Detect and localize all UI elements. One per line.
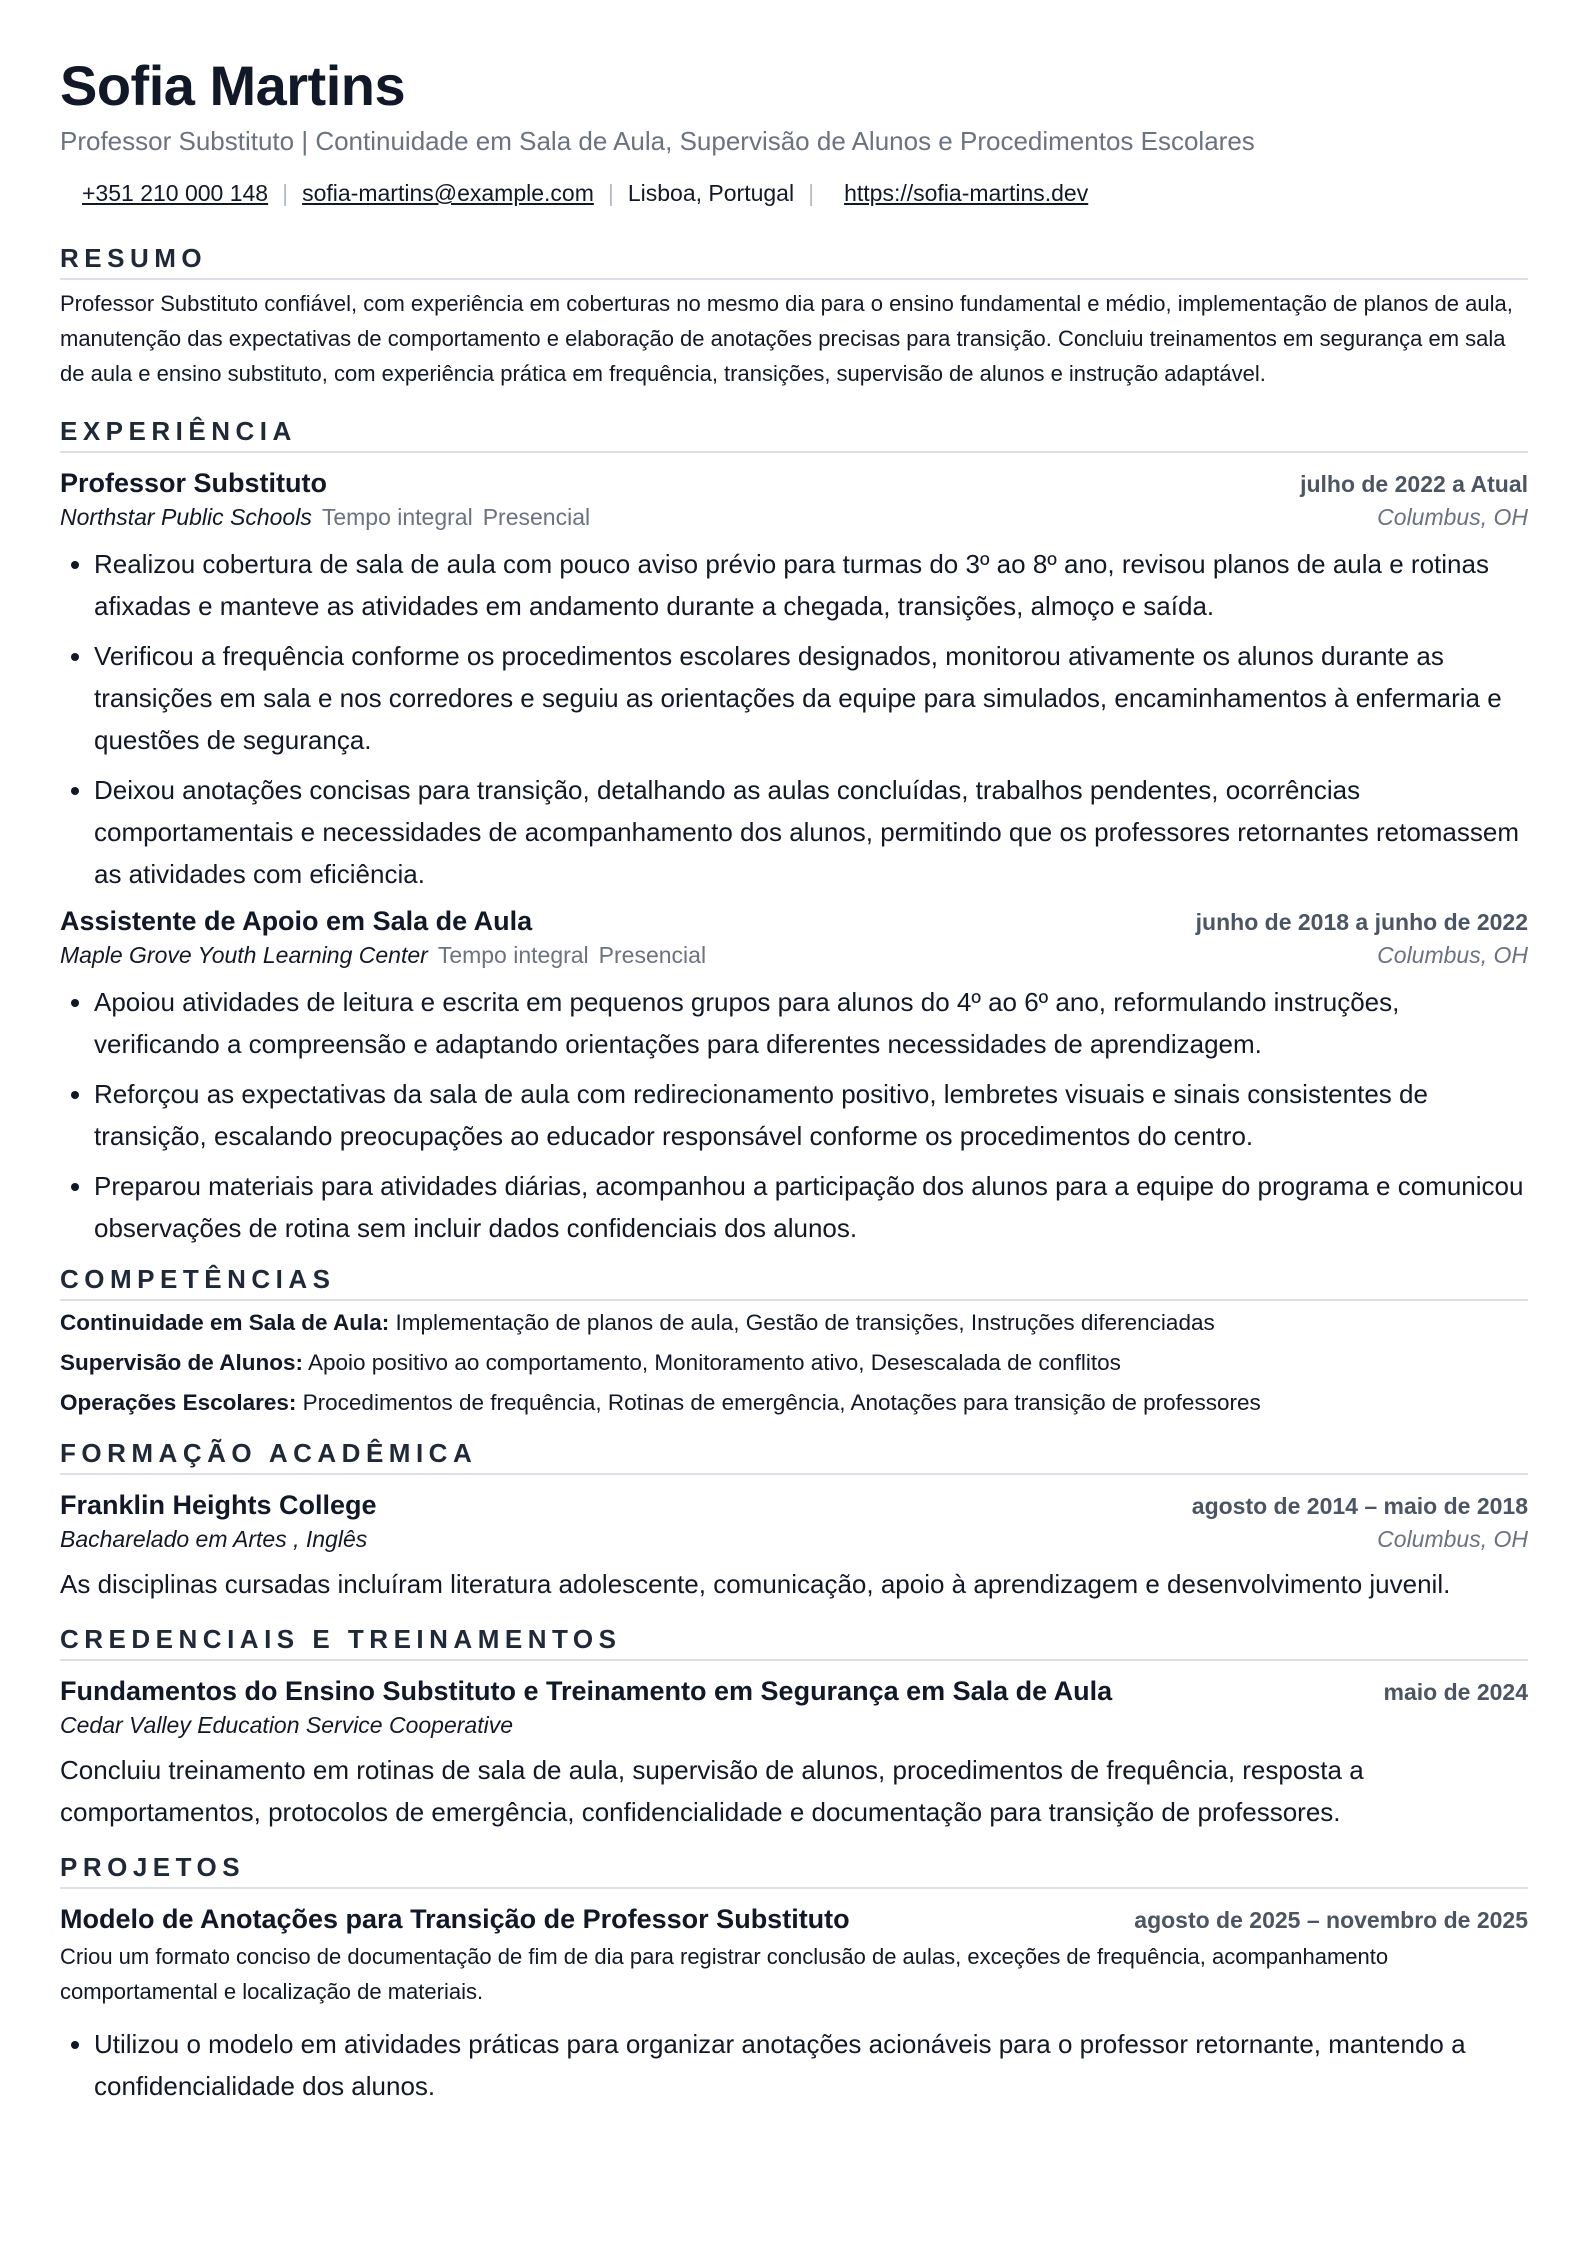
education-description: As disciplinas cursadas incluíram literatura adolescente, comunicação, apoio à aprendizagem e desenvolvimento juvenil.	[60, 1569, 1451, 1599]
job-dates: julho de 2022 a Atual	[1300, 471, 1528, 497]
contact-separator: |	[282, 180, 289, 206]
skill-group-label: Operações Escolares:	[60, 1390, 297, 1415]
email-link[interactable]: sofia-martins@example.com	[302, 180, 594, 206]
skill-group-label: Continuidade em Sala de Aula:	[60, 1310, 390, 1335]
skill-group-items: Implementação de planos de aula, Gestão de transições, Instruções diferenciadas	[395, 1310, 1215, 1335]
job-bullets	[60, 543, 1528, 895]
job-location: Columbus, OH	[1377, 942, 1528, 968]
contact-separator: |	[607, 180, 614, 206]
employer-line	[60, 939, 706, 971]
employer-line	[60, 501, 590, 533]
bullet-item: • Utilizou o modelo em atividades práticas para organizar anotações acionáveis para o professor retornante, mantendo a confidencialidade dos alunos.	[94, 2023, 1528, 2107]
job-location: Columbus, OH	[1377, 504, 1528, 530]
project-dates: agosto de 2025 – novembro de 2025	[1134, 1907, 1528, 1933]
section-title-experience: EXPERIÊNCIA	[60, 415, 1528, 453]
credential-entry	[60, 1673, 1528, 1833]
contact-bar	[60, 178, 1528, 208]
headline: Professor Substituto | Continuidade em Sala de Aula, Supervisão de Alunos e Procedimentos Escolares	[60, 126, 1255, 156]
bullet-item: • Apoiou atividades de leitura e escrita em pequenos grupos para alunos do 4º ao 6º ano, reformulando instruções, verificando a compreensão e adaptando orientações para diferentes necessidades de aprendizagem.	[94, 981, 1528, 1065]
project-description: Criou um formato conciso de documentação de fim de dia para registrar conclusão de aulas, exceções de frequência, acompanhamento comportamental e localização de materiais.	[60, 1944, 1389, 2004]
experience-entry	[60, 903, 1528, 1249]
job-dates: junho de 2018 a junho de 2022	[1195, 909, 1528, 935]
location-text: Lisboa, Portugal	[627, 180, 795, 206]
summary-section	[60, 242, 1528, 391]
skill-group	[60, 1303, 1528, 1343]
skill-group	[60, 1343, 1528, 1383]
work-mode: Presencial	[598, 942, 707, 968]
projects-section	[60, 1851, 1528, 2107]
bullet-item: • Reforçou as expectativas da sala de aula com redirecionamento positivo, lembretes visuais e sinais consistentes de transição, escalando preocupações ao educador responsável conforme os procedimentos do centro.	[94, 1073, 1528, 1157]
project-bullets	[60, 2023, 1528, 2107]
section-title-projects: PROJETOS	[60, 1851, 1528, 1889]
bullet-item: • Realizou cobertura de sala de aula com pouco aviso prévio para turmas do 3º ao 8º ano, revisou planos de aula e rotinas afixadas e manteve as atividades em andamento durante a chegada, transições, almoço e saída.	[94, 543, 1528, 627]
skill-group-label: Supervisão de Alunos:	[60, 1350, 303, 1375]
job-bullets	[60, 981, 1528, 1249]
education-entry	[60, 1487, 1528, 1605]
section-title-skills: COMPETÊNCIAS	[60, 1263, 1528, 1301]
section-title-credentials: CREDENCIAIS E TREINAMENTOS	[60, 1623, 1528, 1661]
credential-date: maio de 2024	[1383, 1679, 1528, 1705]
employment-type: Tempo integral	[321, 504, 473, 530]
school-name: Franklin Heights College	[60, 1490, 377, 1520]
bullet-item: • Deixou anotações concisas para transição, detalhando as aulas concluídas, trabalhos pendentes, ocorrências comportamentais e necessidades de acompanhamento dos alunos, permitindo que os professores retornantes retomassem as atividades com eficiência.	[94, 769, 1528, 895]
credentials-section	[60, 1623, 1528, 1833]
summary-text: Professor Substituto confiável, com experiência em coberturas no mesmo dia para o ensino fundamental e médio, implementação de planos de aula, manutenção das expectativas de comportamento e elaboração de anotações precisas para transição. Concluiu treinamentos em segurança em sala de aula e ensino substituto, com experiência prática em frequência, transições, supervisão de alunos e instrução adaptável.	[60, 291, 1513, 386]
skill-group	[60, 1383, 1528, 1423]
skill-group-items: Apoio positivo ao comportamento, Monitoramento ativo, Desescalada de conflitos	[307, 1350, 1121, 1375]
employment-type: Tempo integral	[437, 942, 589, 968]
employer-name: Maple Grove Youth Learning Center	[60, 942, 428, 968]
employer-name: Northstar Public Schools	[60, 504, 312, 530]
credential-description: Concluiu treinamento em rotinas de sala de aula, supervisão de alunos, procedimentos de frequência, resposta a comportamentos, protocolos de emergência, confidencialidade e documentação para transição de professores.	[60, 1755, 1364, 1827]
skill-group-items: Procedimentos de frequência, Rotinas de emergência, Anotações para transição de professores	[302, 1390, 1261, 1415]
candidate-name: Sofia Martins	[60, 54, 406, 117]
section-title-summary: RESUMO	[60, 242, 1528, 280]
job-title: Professor Substituto	[60, 468, 328, 498]
experience-entry	[60, 465, 1528, 895]
project-name: Modelo de Anotações para Transição de Professor Substituto	[60, 1904, 850, 1934]
experience-section	[60, 415, 1528, 1249]
education-section	[60, 1437, 1528, 1605]
bullet-item: • Verificou a frequência conforme os procedimentos escolares designados, monitorou ativamente os alunos durante as transições em sala e nos corredores e seguiu as orientações da equipe para simulados, encaminhamentos à enfermaria e questões de segurança.	[94, 635, 1528, 761]
work-mode: Presencial	[482, 504, 591, 530]
education-location: Columbus, OH	[1377, 1526, 1528, 1552]
bullet-item: • Preparou materiais para atividades diárias, acompanhou a participação dos alunos para a equipe do programa e comunicou observações de rotina sem incluir dados confidenciais dos alunos.	[94, 1165, 1528, 1249]
phone-link[interactable]: +351 210 000 148	[82, 180, 269, 206]
skills-section	[60, 1263, 1528, 1423]
education-dates: agosto de 2014 – maio de 2018	[1191, 1493, 1528, 1519]
website-link[interactable]: https://sofia-martins.dev	[844, 180, 1089, 206]
credential-issuer: Cedar Valley Education Service Cooperative	[60, 1712, 514, 1738]
contact-separator: |	[808, 180, 815, 206]
job-title: Assistente de Apoio em Sala de Aula	[60, 906, 533, 936]
degree: Bacharelado em Artes , Inglês	[60, 1526, 368, 1552]
project-entry	[60, 1901, 1528, 2107]
section-title-education: FORMAÇÃO ACADÊMICA	[60, 1437, 1528, 1475]
credential-name: Fundamentos do Ensino Substituto e Treinamento em Segurança em Sala de Aula	[60, 1676, 1113, 1706]
